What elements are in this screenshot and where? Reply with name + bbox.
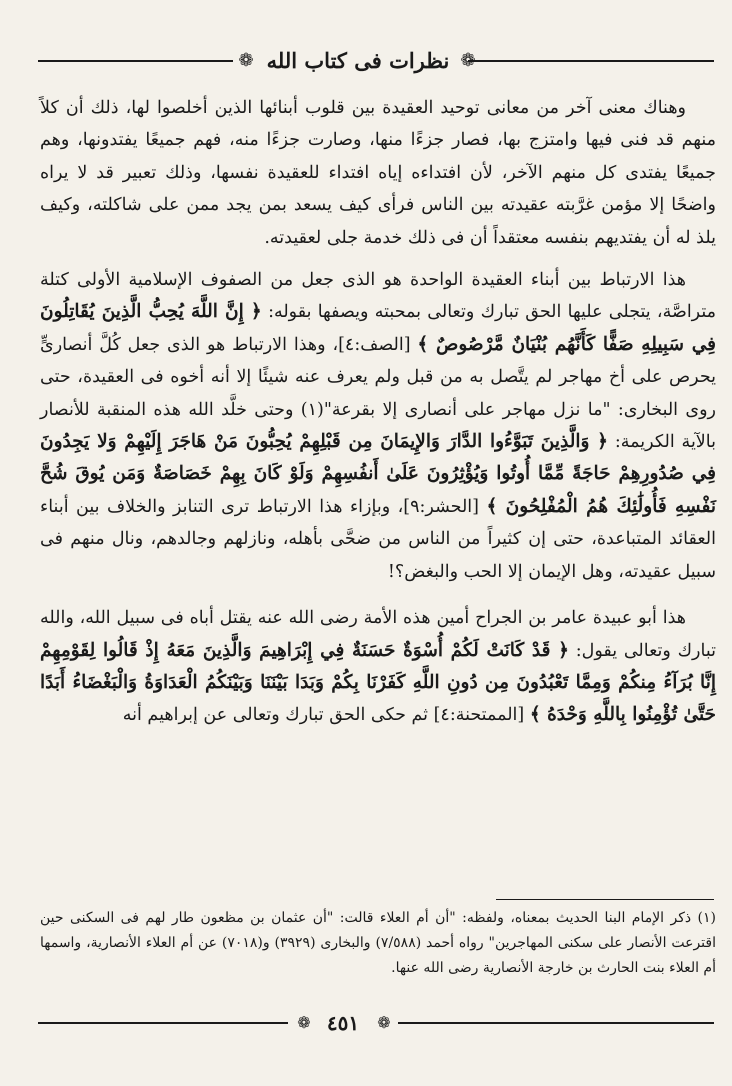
footnote-separator (496, 899, 714, 900)
page-footer (38, 1008, 714, 1038)
page-number: ٤٥١ (326, 1011, 360, 1035)
flower-ornament-icon: ❁ (460, 50, 476, 71)
footnote (40, 906, 716, 981)
quran-verse: ﴿ إِنَّ اللَّهَ يُحِبُّ الَّذِينَ يُقَاتِلُونَ فِي سَبِيلِهِ صَفًّا كَأَنَّهُم بُنْيَانٌ مَّرْصُوصٌ ﴾ (40, 301, 716, 355)
header-rule-left (38, 60, 233, 62)
flower-ornament-icon: ❁ (238, 50, 254, 71)
main-text (40, 92, 716, 746)
paragraph-text: هذا أبو عبيدة عامر بن الجراح أمين هذه الأمة رضى الله عنه يقتل أباه فى سبيل الله، والله تبارك وتعالى يقول: (40, 608, 716, 661)
footnote-text: (١) ذكر الإمام البنا الحديث بمعناه، ولفظه: "أن أم العلاء قالت: "أن عثمان بن مظعون طار لهم فى السكنى حين اقترعت الأنصار على سكنى المهاجرين" رواه أحمد (٧/٥٨٨) والبخارى (٣٩٢٩) و(٧٠١٨) عن أم العلاء الأنصارية، واسمها أم العلاء بنت الحارث بن خارجة الأنصارية رضى الله عنها. (40, 910, 716, 976)
footer-rule-left (38, 1022, 288, 1024)
flower-ornament-icon: ❁ (377, 1013, 391, 1032)
header-title: نظرات فى كتاب الله (266, 48, 450, 73)
paragraph (40, 602, 716, 732)
paragraph-text: [الممتحنة:٤] ثم حكى الحق تبارك وتعالى عن إبراهيم أنه (122, 705, 525, 726)
paragraph: وهناك معنى آخر من معانى توحيد العقيدة بين قلوب أبنائها الذين أخلصوا لها، ذلك أن كلاً منهم قد فنى فيها وامتزج بها، فصار جزءًا منها، وصارت جزءًا منه، فهم جميعًا يفتدونها، وهم جميعًا يفتدى كل منهم الآخر، لأن افتداءه إياه افتداء للعقيدة نفسها، وذلك تعبير قد لا يراه واضحًا إلا مؤمن غرَّبته عقيدته بين الناس فرأى كيف يسعد بمن يجد ممن على شاكلته، وكيف يلذ له أن يفتديهم بنفسه معتقداً أن فى ذلك خدمة جلى لعقيدته. (40, 98, 716, 248)
quran-verse: ﴿ قَدْ كَانَتْ لَكُمْ أُسْوَةٌ حَسَنَةٌ فِي إِبْرَاهِيمَ وَالَّذِينَ مَعَهُ إِذْ قَالُوا لِقَوْمِهِمْ إِنَّا بُرَآءُ مِنكُمْ وَمِمَّا تَعْبُدُونَ مِن دُونِ اللَّهِ كَفَرْنَا بِكُمْ وَبَدَا بَيْنَنَا وَبَيْنَكُمُ الْعَدَاوَةُ وَالْبَغْضَاءُ أَبَدًا حَتَّىٰ تُؤْمِنُوا بِاللَّهِ وَحْدَهُ ﴾ (40, 639, 716, 726)
flower-ornament-icon: ❁ (297, 1013, 311, 1032)
quran-verse: ﴿ وَالَّذِينَ تَبَوَّءُوا الدَّارَ وَالإِيمَانَ مِن قَبْلِهِمْ يُحِبُّونَ مَنْ هَاجَرَ إِلَيْهِمْ وَلا يَجِدُونَ فِي صُدُورِهِمْ حَاجَةً مِّمَّا أُوتُوا وَيُؤْثِرُونَ عَلَىٰ أَنفُسِهِمْ وَلَوْ كَانَ بِهِمْ خَصَاصَةٌ وَمَن يُوقَ شُحَّ نَفْسِهِ فَأُولَٰئِكَ هُمُ الْمُفْلِحُونَ ﴾ (40, 431, 716, 517)
footer-rule-right (398, 1022, 714, 1024)
header-rule-right (468, 60, 714, 62)
paragraph-text: هذا الارتباط بين أبناء العقيدة الواحدة هو الذى جعل من الصفوف الإسلامية الأولى كتلة متراصَّة، يتجلى عليها الحق تبارك وتعالى بمحبته ويصفها بقوله: (40, 270, 716, 323)
running-header (38, 44, 714, 78)
paragraph-text: [الحشر:٩]، وبإزاء هذا الارتباط ترى التنابز والخلاف بين أبناء العقائد المتباعدة، حتى إن كثيراً من الناس من ضحَّى بأهله، ونازلهم وجالدهم، ونال منهم فى سبيل عقيدته، وهل الإيمان إلا الحب والبغض؟! (40, 496, 716, 582)
paragraph-text: [الصف:٤]، وهذا الارتباط هو الذى جعل كُلَّ أنصارىٍّ يحرص على أخ مهاجر لم يتَّصل به من قبل ولم يعرف عنه شيئًا إلا أنه أخوه فى العقيدة، حتى روى البخارى: "ما نزل مهاجر على أنصارى إلا بقرعة"(١) وحتى خلَّد الله هذه المنقبة للأنصار بالآية الكريمة: (40, 334, 716, 453)
paragraph (40, 264, 716, 588)
